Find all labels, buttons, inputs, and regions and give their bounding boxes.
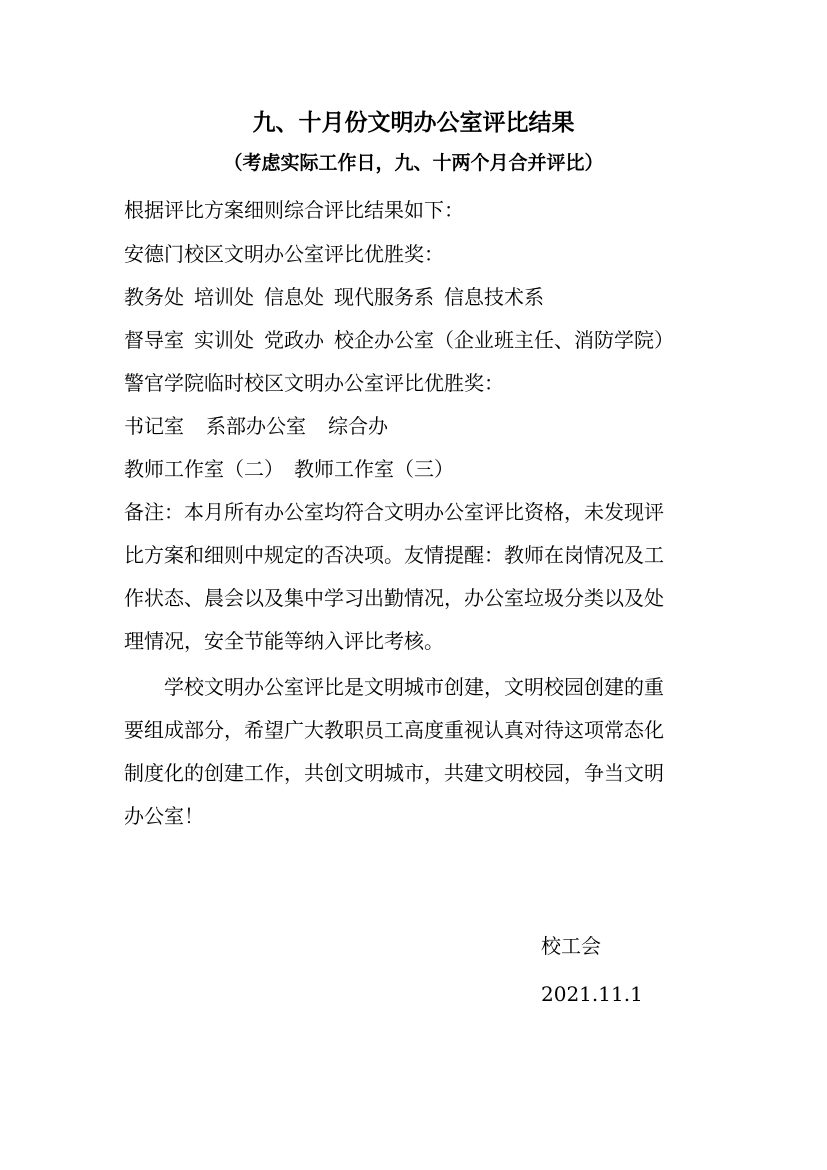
winner-item: 书记室 <box>124 414 184 438</box>
closing-line: 制度化的创建工作，共创文明城市，共建文明校园，争当文明 <box>124 761 664 785</box>
winner-item: 教师工作室（三） <box>294 457 454 481</box>
signature: 校工会 <box>541 934 601 958</box>
note-line: 理情况，安全节能等纳入评比考核。 <box>124 629 444 653</box>
winner-item: 校企办公室（企业班主任、消防学院） <box>334 328 674 352</box>
winner-item: 督导室 <box>124 328 184 352</box>
note-line: 作状态、晨会以及集中学习出勤情况，办公室垃圾分类以及处 <box>124 586 664 610</box>
closing-line: 学校文明办公室评比是文明城市创建，文明校园创建的重 <box>164 675 664 699</box>
campus1-heading: 安德门校区文明办公室评比优胜奖： <box>124 242 444 266</box>
campus2-heading: 警官学院临时校区文明办公室评比优胜奖： <box>124 371 504 395</box>
campus2-winners-row1 <box>124 412 388 440</box>
document-title: 九、十月份文明办公室评比结果 <box>252 109 575 136</box>
closing-line: 办公室！ <box>124 804 204 828</box>
winner-item: 教师工作室（二） <box>124 457 284 481</box>
winner-item: 党政办 <box>264 328 324 352</box>
intro-line: 根据评比方案细则综合评比结果如下： <box>124 198 464 222</box>
winner-item: 实训处 <box>194 328 254 352</box>
winner-item: 现代服务系 <box>334 285 434 309</box>
winner-item: 综合办 <box>328 414 388 438</box>
document-subtitle: （考虑实际工作日，九、十两个月合并评比） <box>223 152 604 174</box>
winner-item: 培训处 <box>194 285 254 309</box>
note-line: 比方案和细则中规定的否决项。友情提醒：教师在岗情况及工 <box>124 543 664 567</box>
winner-item: 教务处 <box>124 285 184 309</box>
note-line: 备注：本月所有办公室均符合文明办公室评比资格，未发现评 <box>124 500 664 524</box>
campus1-winners-row1 <box>124 283 544 311</box>
winner-item: 系部办公室 <box>206 414 306 438</box>
document-date: 2021.11.1 <box>541 982 643 1006</box>
campus2-winners-row2 <box>124 455 454 483</box>
winner-item: 信息处 <box>264 285 324 309</box>
closing-line: 要组成部分，希望广大教职员工高度重视认真对待这项常态化 <box>124 718 664 742</box>
campus1-winners-row2 <box>124 326 674 354</box>
winner-item: 信息技术系 <box>444 285 544 309</box>
